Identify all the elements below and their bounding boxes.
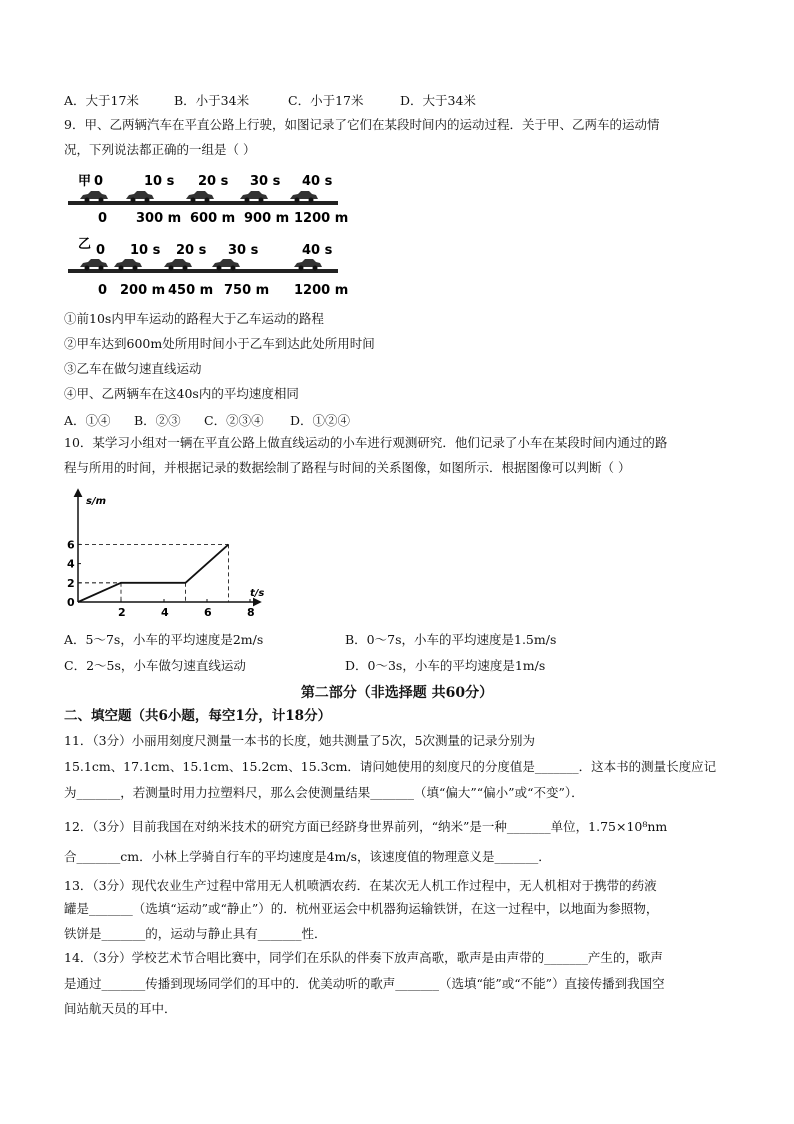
x-tick-label: 8 — [247, 606, 255, 619]
y-tick-label: 0 — [67, 596, 75, 609]
q9-cars-figure — [64, 166, 354, 302]
car-a-position-2 — [126, 191, 154, 203]
car-b-position-5 — [294, 259, 322, 271]
q8-option-d: D．大于34米 — [400, 93, 476, 108]
q13-line1: 13．（3分）现代农业生产过程中常用无人机喷洒农药．在某次无人机工作过程中，无人机相对于携带的药液 — [64, 878, 657, 893]
q13-line2: 罐是_______（选填“运动”或“静止”）的．杭州亚运会中机器狗运输铁饼，在这一过程中，以地面为参照物， — [64, 901, 659, 916]
q9-option-b: B．②③ — [134, 413, 181, 428]
x-axis-label: t/s — [250, 588, 265, 599]
car-b-position-3 — [164, 259, 192, 271]
q11-line1: 11．（3分）小丽用刻度尺测量一本书的长度，她共测量了5次，5次测量的记录分别为 — [64, 733, 536, 748]
car-b-distance-2: 200 m — [120, 283, 166, 298]
car-a-time-5: 40 s — [302, 174, 333, 189]
q11-line2: 15.1cm、17.1cm、15.1cm、15.2cm、15.3cm．请问她使用的刻度尺的分度值是_______．这本书的测量长度应记 — [64, 759, 717, 774]
car-a-time-2: 10 s — [144, 174, 175, 189]
q10-stem-line2: 程与所用的时间，并根据记录的数据绘制了路程与时间的关系图像，如图所示．根据图像可以判断（ ） — [64, 460, 631, 475]
y-tick-label: 6 — [67, 538, 75, 552]
y-tick-label: 2 — [67, 576, 75, 590]
q14-line1: 14．（3分）学校艺术节合唱比赛中，同学们在乐队的伴奏下放声高歌，歌声是由声带的_______产生的，歌声 — [64, 950, 663, 965]
road-b — [68, 269, 338, 273]
section2-heading: 二、填空题（共6小题，每空1分，计18分） — [64, 708, 332, 724]
q14-line3: 间站航天员的耳中． — [64, 1001, 177, 1016]
q9-statement-3: ③乙车在做匀速直线运动 — [64, 361, 202, 376]
q9-option-d: D．①②④ — [290, 413, 351, 428]
q10-option-b: B．0～7s，小车的平均速度是1.5m/s — [345, 632, 557, 647]
car-b-distance-1: 0 — [98, 283, 108, 298]
q9-stem-line1: 9．甲、乙两辆汽车在平直公路上行驶，如图记录了它们在某段时间内的运动过程．关于甲、乙两车的运动情 — [64, 117, 660, 132]
q8-option-c: C．小于17米 — [288, 93, 364, 108]
distance-time-line — [78, 544, 229, 602]
y-tick-label: 4 — [67, 557, 75, 571]
q13-line3: 铁饼是_______的，运动与静止具有_______性． — [64, 926, 327, 941]
car-b-time-5: 40 s — [302, 243, 333, 258]
q10-stem-line1: 10．某学习小组对一辆在平直公路上做直线运动的小车进行观测研究．他们记录了小车在某段时间内通过的路 — [64, 435, 668, 450]
x-tick-label: 6 — [204, 606, 212, 619]
car-b-distance-4: 750 m — [224, 283, 270, 298]
x-tick-label: 4 — [161, 606, 169, 619]
car-a-distance-1: 0 — [98, 211, 108, 226]
q10-option-c: C．2～5s，小车做匀速直线运动 — [64, 658, 246, 673]
car-a-distance-4: 900 m — [244, 211, 290, 226]
car-a-time-3: 20 s — [198, 174, 229, 189]
q12-line1: 12．（3分）目前我国在对纳米技术的研究方面已经跻身世界前列，“纳米”是一种_______单位，1.75×10⁸nm — [64, 819, 668, 834]
q14-line2: 是通过_______传播到现场同学们的耳中的．优美动听的歌声_______（选填“能”或“不能”）直接传播到我国空 — [64, 976, 665, 991]
car-a-distance-5: 1200 m — [294, 211, 349, 226]
q9-option-a: A．①④ — [64, 413, 111, 428]
car-a-label: 甲 — [78, 174, 92, 189]
car-b-position-1 — [80, 259, 108, 271]
q11-line3: 为_______，若测量时用力拉塑料尺，那么会使测量结果_______（填“偏大”“偏小”或“不变”）． — [64, 785, 584, 800]
car-b-position-4 — [212, 259, 240, 271]
q12-line2: 合_______cm．小林上学骑自行车的平均速度是4m/s，该速度值的物理意义是_______． — [64, 849, 551, 864]
car-a-distance-2: 300 m — [136, 211, 182, 226]
car-b-position-2 — [114, 259, 142, 271]
q9-statement-2: ②甲车达到600m处所用时间小于乙车到达此处所用时间 — [64, 336, 375, 351]
y-axis-label: s/m — [86, 496, 107, 507]
part2-heading: 第二部分（非选择题 共60分） — [300, 685, 494, 701]
x-tick-label: 2 — [118, 606, 126, 619]
car-b-time-2: 10 s — [130, 243, 161, 258]
car-b-time-1: 0 — [96, 243, 106, 258]
car-a-position-5 — [290, 191, 318, 203]
car-b-distance-5: 1200 m — [294, 283, 349, 298]
q10-distance-time-chart — [60, 484, 280, 624]
q9-option-c: C．②③④ — [204, 413, 264, 428]
q9-statement-1: ①前10s内甲车运动的路程大于乙车运动的路程 — [64, 311, 324, 326]
car-b-label: 乙 — [78, 237, 92, 252]
q8-option-b: B．小于34米 — [174, 93, 250, 108]
car-a-time-1: 0 — [94, 174, 104, 189]
q9-stem-line2: 况，下列说法都正确的一组是（ ） — [64, 142, 256, 157]
car-a-distance-3: 600 m — [190, 211, 236, 226]
car-b-time-4: 30 s — [228, 243, 259, 258]
q8-option-a: A．大于17米 — [64, 93, 139, 108]
q10-option-d: D．0～3s，小车的平均速度是1m/s — [345, 658, 546, 673]
car-b-time-3: 20 s — [176, 243, 207, 258]
car-b-distance-3: 450 m — [168, 283, 214, 298]
car-a-position-3 — [186, 191, 214, 203]
car-a-position-4 — [240, 191, 268, 203]
q9-statement-4: ④甲、乙两辆车在这40s内的平均速度相同 — [64, 386, 299, 401]
car-a-time-4: 30 s — [250, 174, 281, 189]
q10-option-a: A．5～7s，小车的平均速度是2m/s — [64, 632, 264, 647]
car-a-position-1 — [80, 191, 108, 203]
